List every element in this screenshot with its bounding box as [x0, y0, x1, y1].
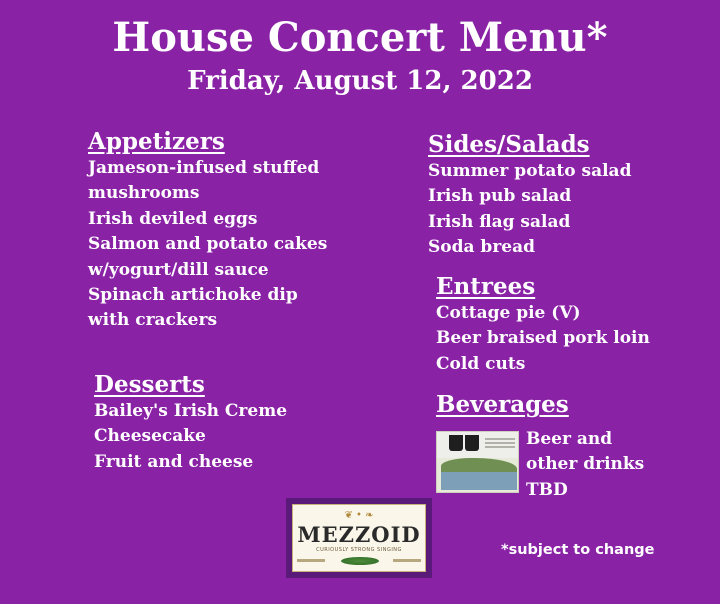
list-item: Beer braised pork loin: [436, 328, 650, 349]
logo-tagline: CURIOUSLY STRONG SINGING: [316, 547, 402, 553]
sides-heading: Sides/Salads: [428, 131, 590, 158]
list-item: Soda bread: [428, 237, 535, 258]
desserts-section: [94, 371, 374, 475]
beverage-image: [436, 431, 519, 493]
event-date: Friday, August 12, 2022: [187, 66, 533, 96]
logo-fine-print: [297, 559, 325, 562]
entrees-list: [436, 301, 696, 377]
list-item: Cottage pie (V): [436, 303, 581, 323]
appetizers-section: [88, 128, 388, 334]
list-item: Cold cuts: [436, 353, 526, 374]
list-item: Irish deviled eggs: [88, 208, 258, 229]
beverage-image-caption: [485, 438, 515, 450]
beverages-section: [436, 391, 696, 419]
shamrock-flourish-icon: [341, 557, 379, 565]
list-item: Salmon and potato cakes: [88, 234, 328, 255]
beverages-heading: Beverages: [436, 391, 569, 418]
appetizers-list: [88, 156, 388, 334]
list-item: Jameson-infused stuffed: [88, 158, 320, 178]
entrees-section: [436, 273, 696, 377]
entrees-heading: Entrees: [436, 273, 536, 300]
mezzoid-logo: [286, 498, 432, 578]
list-item: Summer potato salad: [428, 161, 632, 181]
list-item: other drinks: [526, 454, 645, 475]
list-item: Irish pub salad: [428, 186, 572, 207]
list-item: with crackers: [88, 310, 218, 331]
desserts-heading: Desserts: [94, 371, 205, 398]
beverages-list: [526, 427, 666, 503]
appetizers-heading: Appetizers: [88, 128, 225, 155]
list-item: w/yogurt/dill sauce: [88, 259, 269, 280]
list-item: Cheesecake: [94, 426, 206, 447]
menu-title: House Concert Menu*: [112, 14, 608, 61]
subject-to-change-note: *subject to change: [501, 542, 655, 558]
list-item: Bailey's Irish Creme: [94, 401, 288, 421]
pint-glass-icon: [449, 435, 463, 451]
sides-section: [428, 131, 688, 261]
list-item: Spinach artichoke dip: [88, 285, 298, 306]
logo-card: [292, 504, 426, 572]
list-item: Fruit and cheese: [94, 451, 254, 472]
list-item: TBD: [526, 479, 568, 500]
logo-wordmark: MEZZOID: [297, 522, 421, 547]
desserts-list: [94, 399, 374, 475]
sides-list: [428, 159, 688, 261]
list-item: mushrooms: [88, 183, 200, 204]
treble-clef-icon: ❦ • ❧: [344, 510, 374, 521]
list-item: Irish flag salad: [428, 211, 571, 232]
list-item: Beer and: [526, 429, 613, 449]
logo-fine-print: [393, 559, 421, 562]
beverage-image-water: [441, 472, 517, 490]
pint-glass-icon: [465, 435, 479, 451]
